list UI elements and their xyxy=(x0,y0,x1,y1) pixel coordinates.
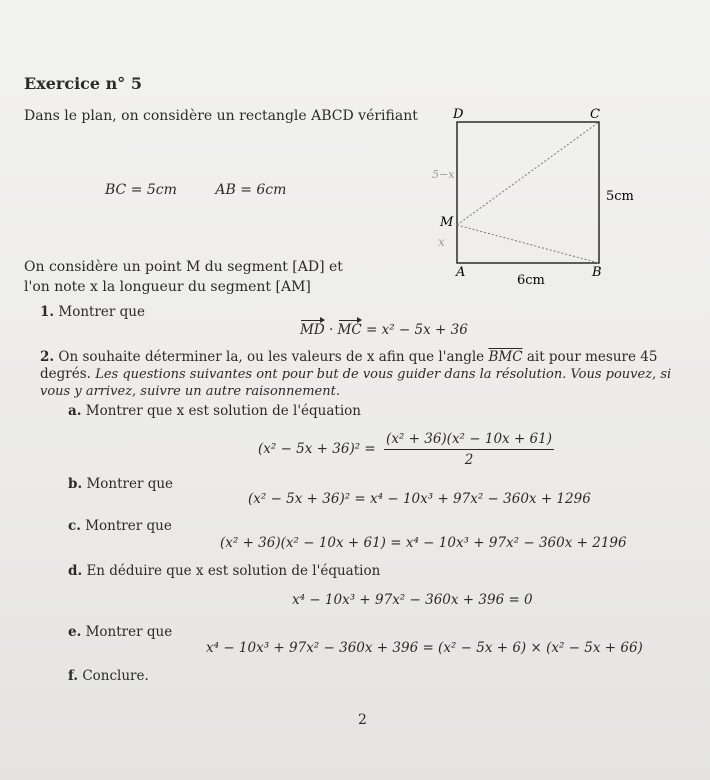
qa-numerator: (x² + 36)(x² − 10x + 61) xyxy=(384,431,554,450)
q2-text-end: ait pour mesure 45 degrés. xyxy=(40,349,658,382)
label-6cm: 6cm xyxy=(517,273,545,288)
qa-label: a. xyxy=(68,403,82,419)
qa-lhs: (x² − 5x + 36)² = xyxy=(258,441,376,457)
angle-bmc: $\overline{BMC}$ xyxy=(488,349,523,365)
intro-text: Dans le plan, on considère un rectangle ABCD vérifiant xyxy=(24,108,418,124)
qa-fraction xyxy=(384,431,554,468)
handwritten-5-minus-x: 5−x xyxy=(432,168,455,181)
qd-formula: x⁴ − 10x³ + 97x² − 360x + 396 = 0 xyxy=(292,592,533,608)
exercise-title: Exercice n° 5 xyxy=(24,74,142,93)
qc-label: c. xyxy=(68,518,81,534)
q1-formula-rest: = x² − 5x + 36 xyxy=(361,322,468,338)
qf-text: Conclure. xyxy=(82,668,149,684)
vector-mc: MC xyxy=(337,322,362,338)
question-1 xyxy=(40,304,145,320)
q1-number: 1. xyxy=(40,304,55,320)
question-c xyxy=(68,518,172,534)
qc-formula: (x² + 36)(x² − 10x + 61) = x⁴ − 10x³ + 97x² − 360x + 2196 xyxy=(220,535,627,551)
handwritten-x: x xyxy=(438,235,445,249)
question-2 xyxy=(40,349,700,400)
qd-label: d. xyxy=(68,563,83,579)
q2-note: Les questions suivantes ont pour but de vous guider dans la résolution. Vous pouvez, si vous y arrivez, suivre un autre raisonnement. xyxy=(40,367,672,399)
vector-md: MD xyxy=(300,322,325,338)
qb-text: Montrer que xyxy=(86,476,174,492)
given-lengths xyxy=(105,182,320,198)
q1-text: Montrer que xyxy=(58,304,145,320)
rectangle-figure xyxy=(420,100,650,290)
question-f xyxy=(68,668,149,684)
qb-label: b. xyxy=(68,476,83,492)
given-ab: AB = 6cm xyxy=(215,182,287,198)
given-bc: BC = 5cm xyxy=(105,182,177,198)
qe-formula: x⁴ − 10x³ + 97x² − 360x + 396 = (x² − 5x + 6) × (x² − 5x + 66) xyxy=(206,640,643,656)
page-number: 2 xyxy=(358,712,367,728)
q2-text-start: On souhaite déterminer la, ou les valeurs de x afin que l'angle xyxy=(58,349,485,365)
qe-label: e. xyxy=(68,624,82,640)
qb-formula: (x² − 5x + 36)² = x⁴ − 10x³ + 97x² − 360x + 1296 xyxy=(248,491,591,507)
qa-text: Montrer que x est solution de l'équation xyxy=(85,403,361,419)
label-m: M xyxy=(440,215,454,230)
label-d: D xyxy=(453,107,464,122)
qd-text: En déduire que x est solution de l'équation xyxy=(86,563,381,579)
qc-text: Montrer que xyxy=(85,518,172,534)
label-b: B xyxy=(592,265,602,280)
question-d xyxy=(68,563,380,579)
question-a xyxy=(68,403,361,419)
qf-label: f. xyxy=(68,668,79,684)
point-m-text: On considère un point M du segment [AD] et l'on note x la longueur du segment [AM] xyxy=(24,259,343,295)
segment-mb xyxy=(457,225,599,263)
qe-text: Montrer que xyxy=(85,624,173,640)
label-c: C xyxy=(590,107,600,122)
rectangle-abcd xyxy=(457,122,599,263)
label-a: A xyxy=(456,265,466,280)
qa-denominator: 2 xyxy=(464,452,474,468)
label-5cm: 5cm xyxy=(606,189,634,204)
question-e xyxy=(68,624,172,640)
segment-mc xyxy=(457,122,599,225)
question-b xyxy=(68,476,173,492)
qa-formula xyxy=(258,431,558,468)
q2-number: 2. xyxy=(40,349,55,365)
q1-formula: MD · MC = x² − 5x + 36 xyxy=(300,322,468,338)
